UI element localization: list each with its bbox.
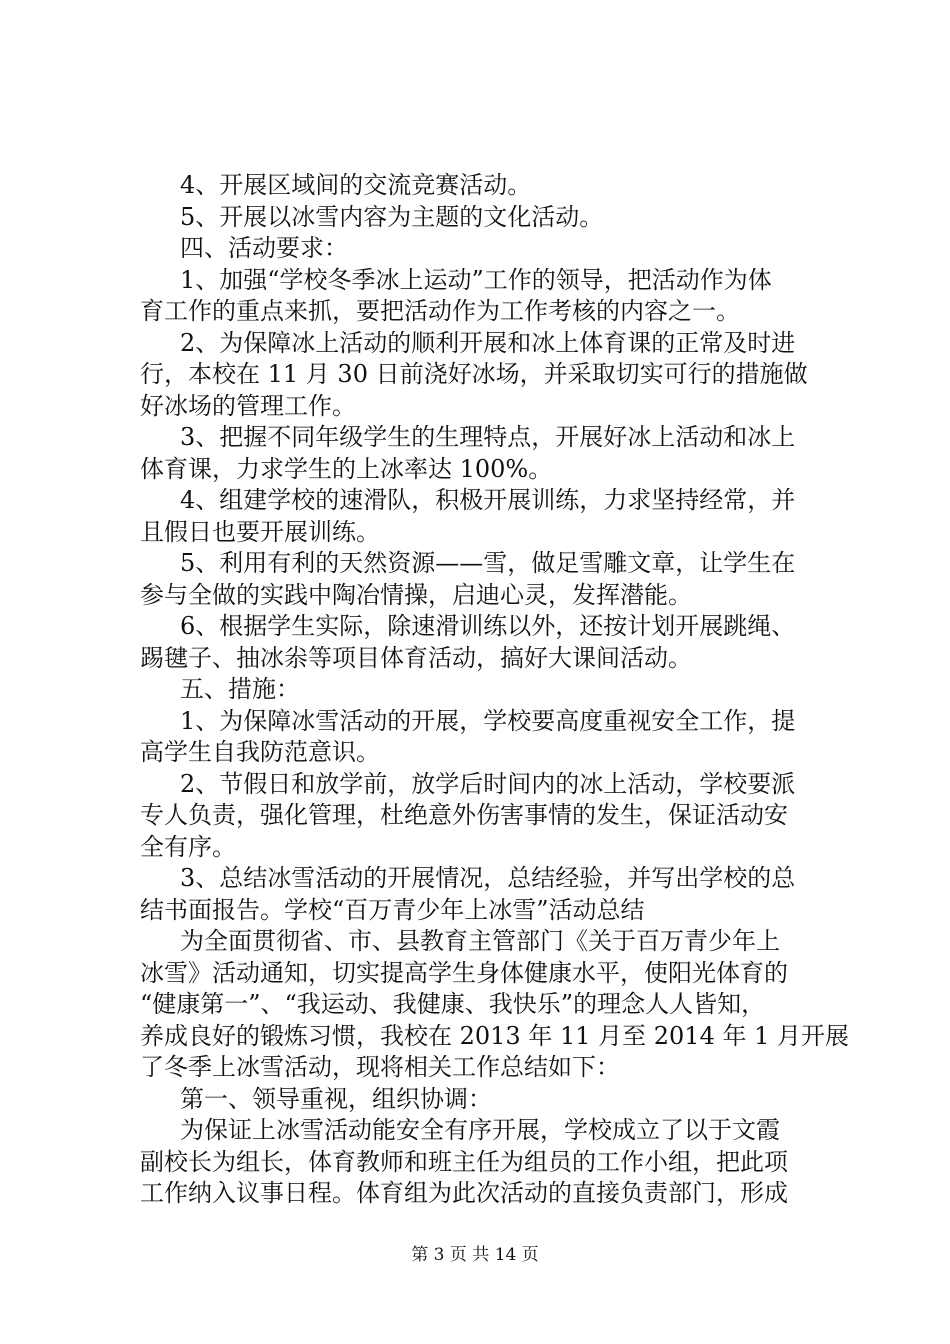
document-line: 养成良好的锻炼习惯，我校在 2013 年 11 月至 2014 年 1 月开展 bbox=[140, 1021, 849, 1050]
document-line: 6、根据学生实际，除速滑训练以外，还按计划开展跳绳、 bbox=[180, 612, 796, 640]
document-line: 踢毽子、抽冰尜等项目体育活动，搞好大课间活动。 bbox=[140, 643, 692, 672]
document-line: 好冰场的管理工作。 bbox=[140, 391, 356, 420]
document-line: 且假日也要开展训练。 bbox=[140, 517, 380, 546]
document-line: 为保证上冰雪活动能安全有序开展，学校成立了以于文霞 bbox=[180, 1116, 780, 1144]
document-body bbox=[140, 170, 849, 1210]
document-line: 3、把握不同年级学生的生理特点，开展好冰上活动和冰上 bbox=[180, 423, 796, 451]
document-line: 3、总结冰雪活动的开展情况，总结经验，并写出学校的总 bbox=[180, 864, 796, 892]
document-line: 第一、领导重视，组织协调： bbox=[180, 1084, 492, 1113]
document-line: 为全面贯彻省、市、县教育主管部门《关于百万青少年上 bbox=[180, 927, 780, 955]
document-line: 四、活动要求： bbox=[180, 234, 348, 262]
document-line: 全有序。 bbox=[140, 832, 236, 861]
document-line: “健康第一”、“我运动、我健康、我快乐”的理念人人皆知， bbox=[140, 990, 766, 1018]
document-line: 参与全做的实践中陶冶情操，启迪心灵，发挥潜能。 bbox=[140, 580, 692, 609]
document-line: 冰雪》活动通知，切实提高学生身体健康水平，使阳光体育的 bbox=[140, 958, 788, 987]
document-line: 4、组建学校的速滑队，积极开展训练，力求坚持经常，并 bbox=[180, 486, 796, 514]
document-line: 结书面报告。学校“百万青少年上冰雪”活动总结 bbox=[140, 895, 645, 924]
document-line: 育工作的重点来抓，要把活动作为工作考核的内容之一。 bbox=[140, 297, 740, 325]
document-line: 2、为保障冰上活动的顺利开展和冰上体育课的正常及时进 bbox=[180, 328, 796, 357]
document-line: 体育课，力求学生的上冰率达 100%。 bbox=[140, 454, 553, 483]
page-footer: 第 3 页 共 14 页 bbox=[411, 1245, 539, 1265]
document-line: 行，本校在 11 月 30 日前浇好冰场，并采取切实可行的措施做 bbox=[140, 360, 808, 388]
document-line: 高学生自我防范意识。 bbox=[140, 738, 380, 766]
document-line: 1、为保障冰雪活动的开展，学校要高度重视安全工作，提 bbox=[180, 706, 796, 735]
document-line: 5、开展以冰雪内容为主题的文化活动。 bbox=[180, 202, 604, 231]
document-line: 专人负责，强化管理，杜绝意外伤害事情的发生，保证活动安 bbox=[140, 801, 788, 829]
document-line: 五、措施： bbox=[180, 675, 300, 703]
document-line: 1、加强“学校冬季冰上运动”工作的领导，把活动作为体 bbox=[180, 265, 772, 294]
document-line: 了冬季上冰雪活动，现将相关工作总结如下： bbox=[140, 1053, 620, 1081]
document-line: 2、节假日和放学前，放学后时间内的冰上活动，学校要派 bbox=[180, 769, 796, 798]
document-line: 4、开展区域间的交流竞赛活动。 bbox=[180, 171, 532, 199]
document-line: 5、利用有利的天然资源——雪，做足雪雕文章，让学生在 bbox=[180, 549, 796, 577]
document-line: 工作纳入议事日程。体育组为此次活动的直接负责部门，形成 bbox=[140, 1179, 788, 1207]
document-line: 副校长为组长，体育教师和班主任为组员的工作小组，把此项 bbox=[140, 1147, 788, 1176]
